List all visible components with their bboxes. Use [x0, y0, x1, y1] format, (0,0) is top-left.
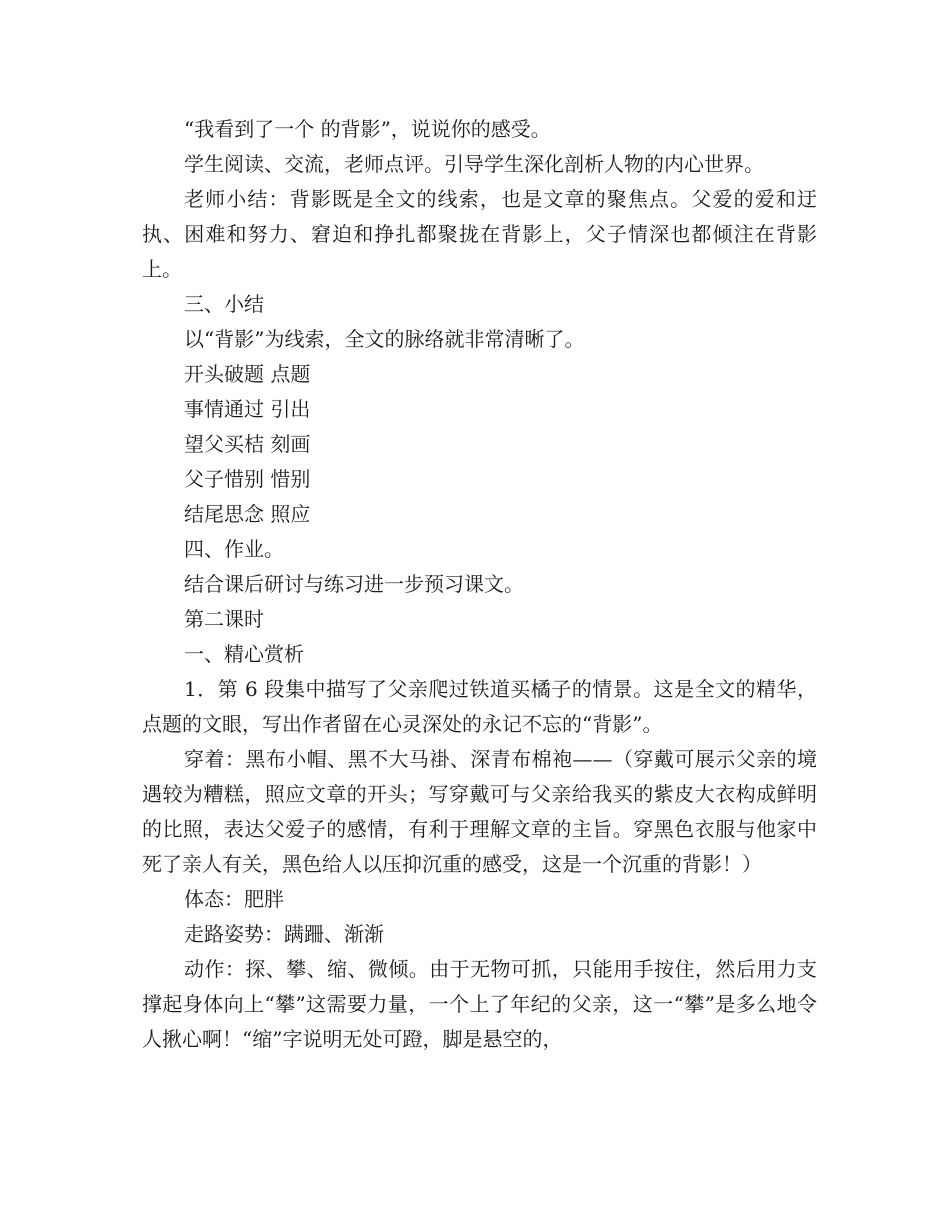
- paragraph-teacher-summary: 老师小结：背影既是全文的线索，也是文章的聚焦点。父爱的爱和迂执、困难和努力、窘迫和挣扎都聚拢在背影上，父子情深也都倾注在背影上。: [142, 187, 817, 281]
- outline-item: 父子惜别 惜别: [184, 467, 311, 491]
- heading-summary: 三、小结: [184, 292, 264, 316]
- document-body: [142, 112, 817, 1057]
- paragraph-clothing: 穿着：黑布小帽、黑不大马褂、深青布棉袍——（穿戴可展示父亲的境遇较为糟糕，照应文章的开头；写穿戴可与父亲给我买的紫皮大衣构成鲜明的比照，表达父爱子的感情，有利于理解文章的主旨。穿黑色衣服与他家中死了亲人有关，黑色给人以压抑沉重的感受，这是一个沉重的背影！）: [142, 747, 817, 876]
- heading-appreciation: 一、精心赏析: [184, 642, 304, 666]
- paragraph-homework: 结合课后研讨与练习进一步预习课文。: [184, 572, 524, 596]
- paragraph-clue: 以“背影”为线索，全文的脉络就非常清晰了。: [184, 327, 585, 351]
- paragraph-posture: 体态：肥胖: [184, 887, 284, 911]
- outline-item: 开头破题 点题: [184, 362, 311, 386]
- outline-item: 望父买桔 刻画: [184, 432, 311, 456]
- heading-homework: 四、作业。: [184, 537, 284, 561]
- paragraph-discussion: 学生阅读、交流，老师点评。引导学生深化剖析人物的内心世界。: [184, 152, 764, 176]
- outline-item: 结尾思念 照应: [184, 502, 311, 526]
- outline-item: 事情通过 引出: [184, 397, 311, 421]
- paragraph-prompt: “我看到了一个 的背影”，说说你的感受。: [184, 117, 551, 141]
- heading-second-lesson: 第二课时: [184, 607, 264, 631]
- paragraph-gait: 走路姿势：蹒跚、渐渐: [184, 922, 384, 946]
- paragraph-section-6: 1．第 6 段集中描写了父亲爬过铁道买橘子的情景。这是全文的精华，点题的文眼，写出作者留在心灵深处的永记不忘的“背影”。: [142, 677, 817, 736]
- paragraph-actions: 动作：探、攀、缩、微倾。由于无物可抓，只能用手按住，然后用力支撑起身体向上“攀”这需要力量，一个上了年纪的父亲，这一“攀”是多么地令人揪心啊！“缩”字说明无处可蹬，脚是悬空的，: [142, 957, 817, 1051]
